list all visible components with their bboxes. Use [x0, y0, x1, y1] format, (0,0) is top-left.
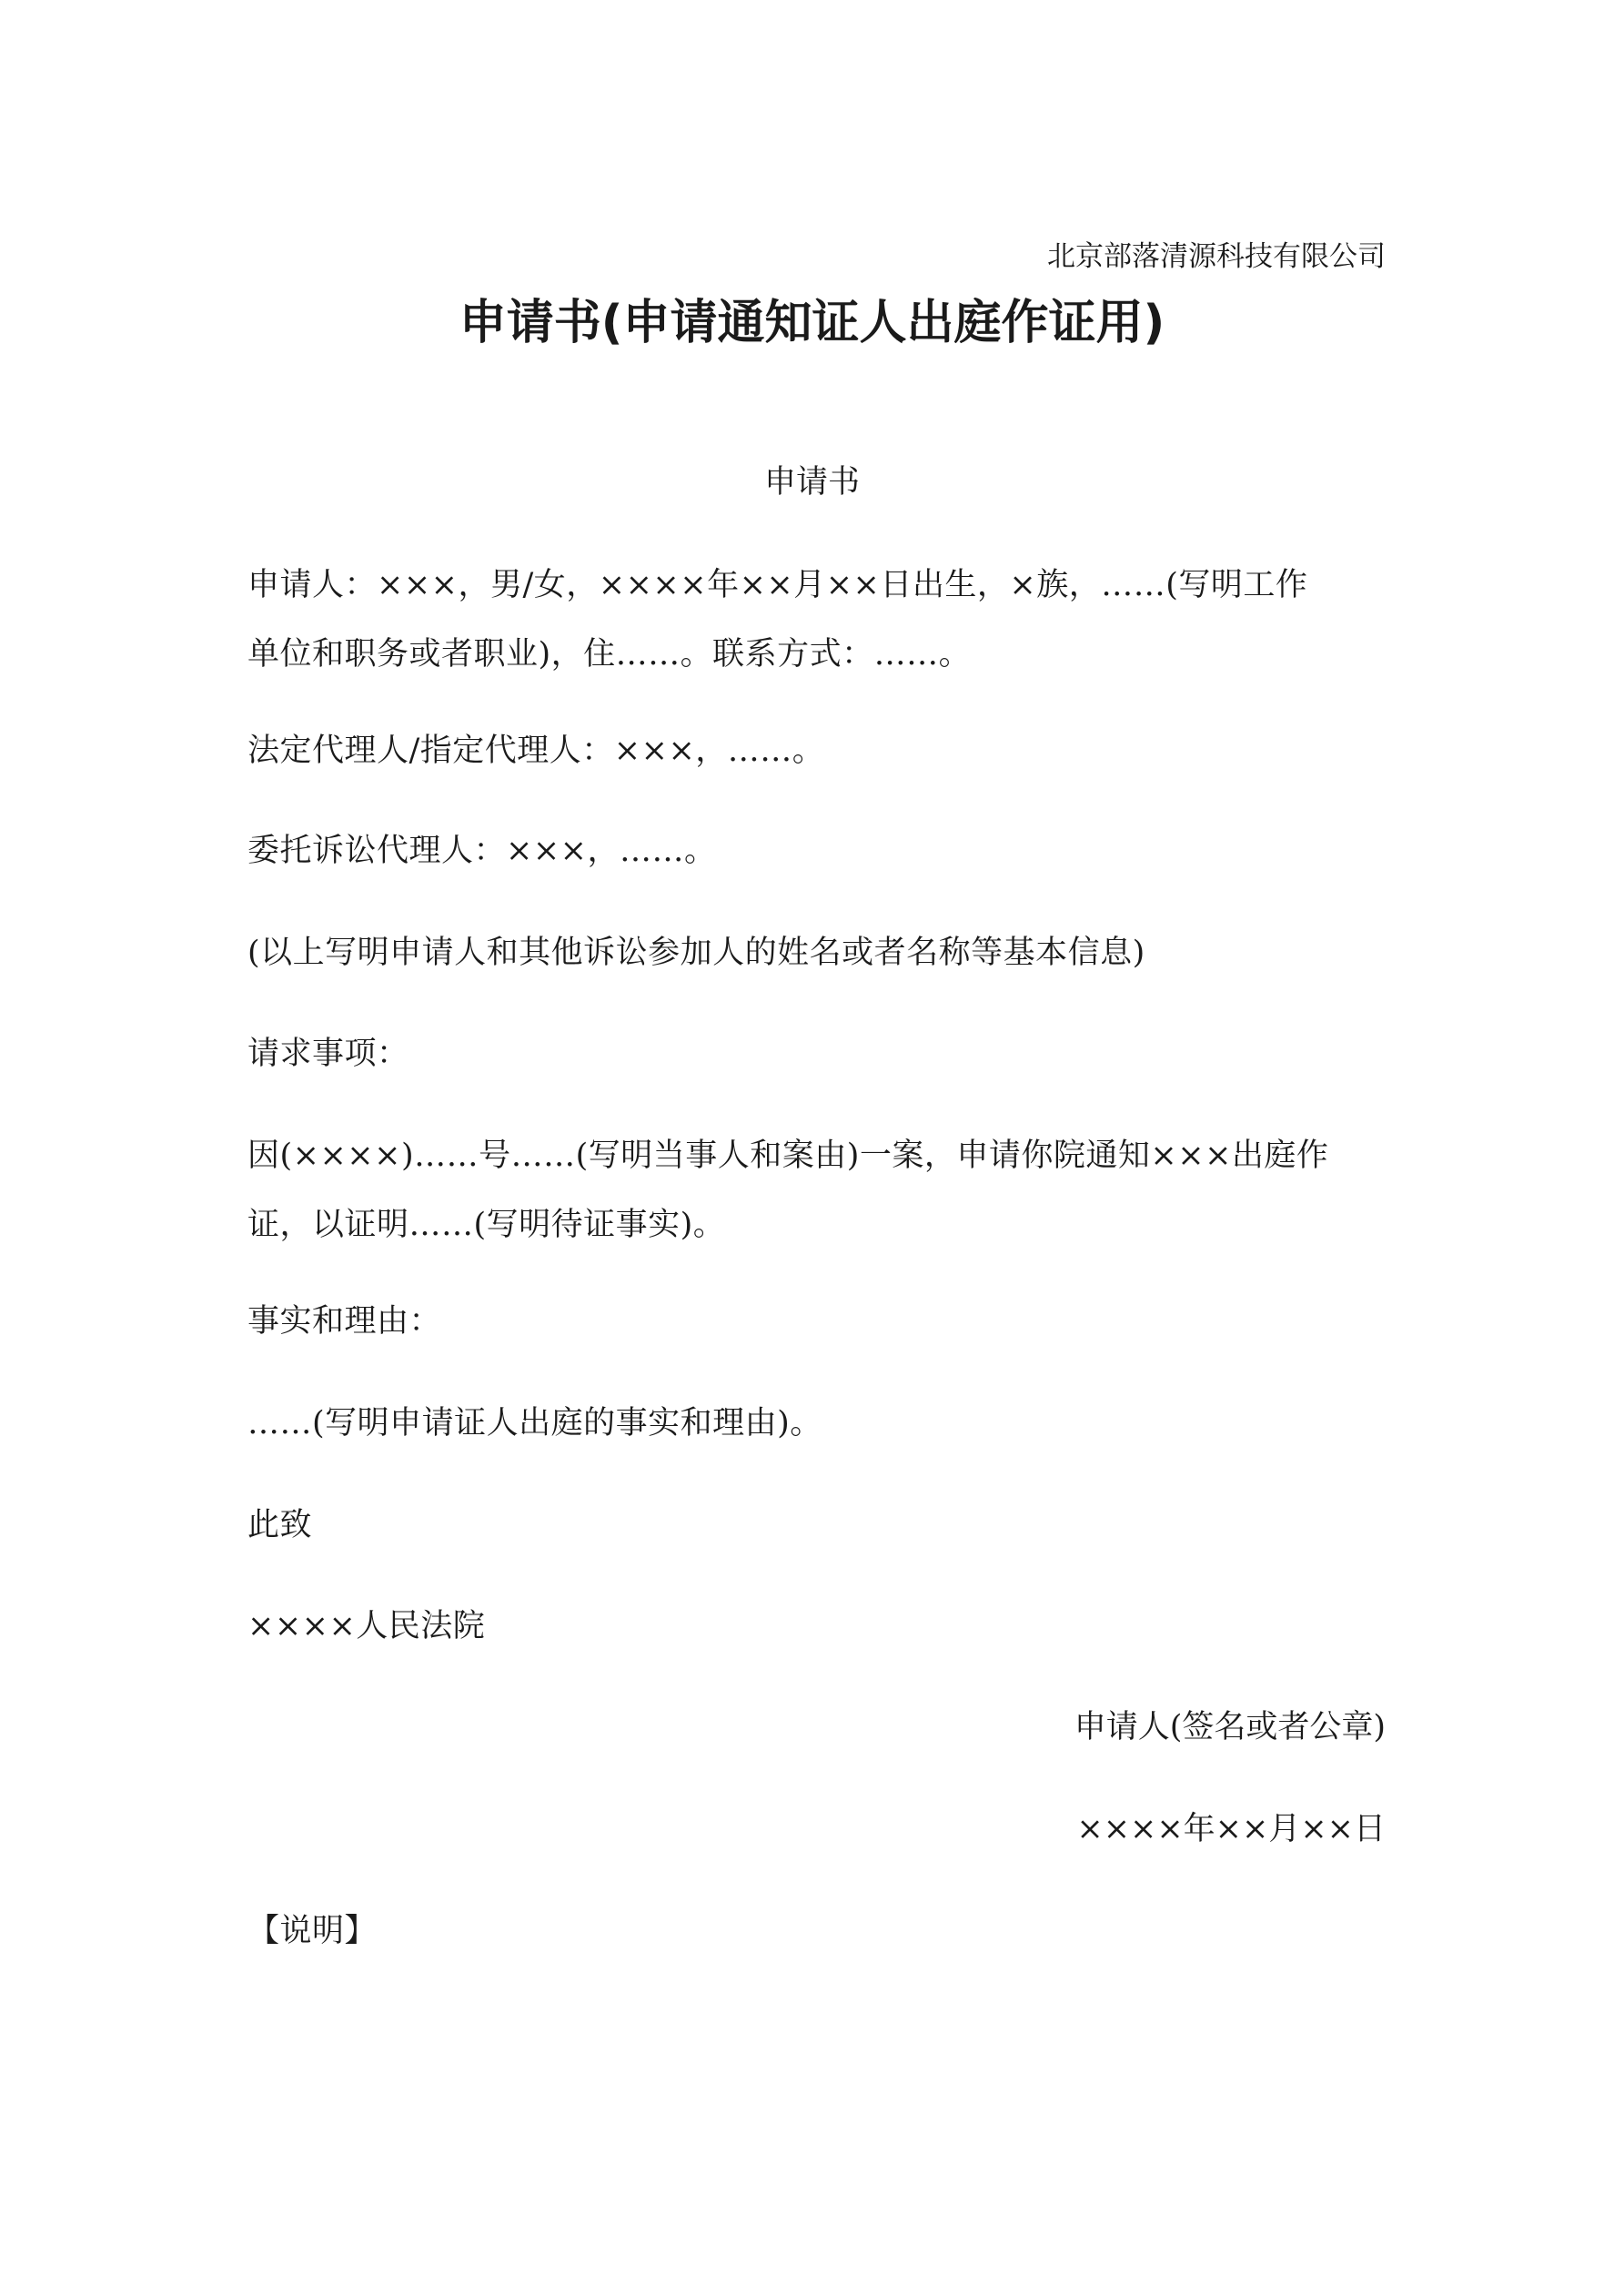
facts-heading: 事实和理由：: [247, 1303, 442, 1340]
applicant-line-1: 申请人：×××，男/女，××××年××月××日出生，×族，……(写明工作: [247, 567, 1308, 603]
salutation: 此致: [247, 1507, 313, 1543]
document-subtitle: 申请书: [763, 464, 860, 501]
applicant-line-2: 单位和职务或者职业)，住……。联系方式：……。: [247, 636, 972, 673]
entrusted-agent-line: 委托诉讼代理人：×××，……。: [247, 833, 717, 869]
company-header: 北京部落清源科技有限公司: [1047, 240, 1386, 273]
legal-agent-line: 法定代理人/指定代理人：×××，……。: [247, 733, 825, 769]
request-paragraph: [247, 1128, 1385, 1252]
signature-line: 申请人(签名或者公章): [1074, 1709, 1386, 1745]
request-line-1: 因(××××)……号……(写明当事人和案由)一案，申请你院通知×××出庭作: [247, 1138, 1329, 1174]
request-heading: 请求事项：: [247, 1036, 409, 1072]
request-line-2: 证，以证明……(写明待证事实)。: [247, 1207, 726, 1243]
date-line: ××××年××月××日: [1076, 1811, 1386, 1847]
court-name: ××××人民法院: [247, 1608, 486, 1644]
applicant-paragraph: [247, 558, 1385, 682]
basic-info-note: (以上写明申请人和其他诉讼参加人的姓名或者名称等基本信息): [247, 935, 1145, 971]
document-title: 申请书(申请通知证人出庭作证用): [459, 296, 1165, 350]
notes-heading: 【说明】: [247, 1913, 378, 1949]
facts-text: ……(写明申请证人出庭的事实和理由)。: [247, 1405, 822, 1441]
